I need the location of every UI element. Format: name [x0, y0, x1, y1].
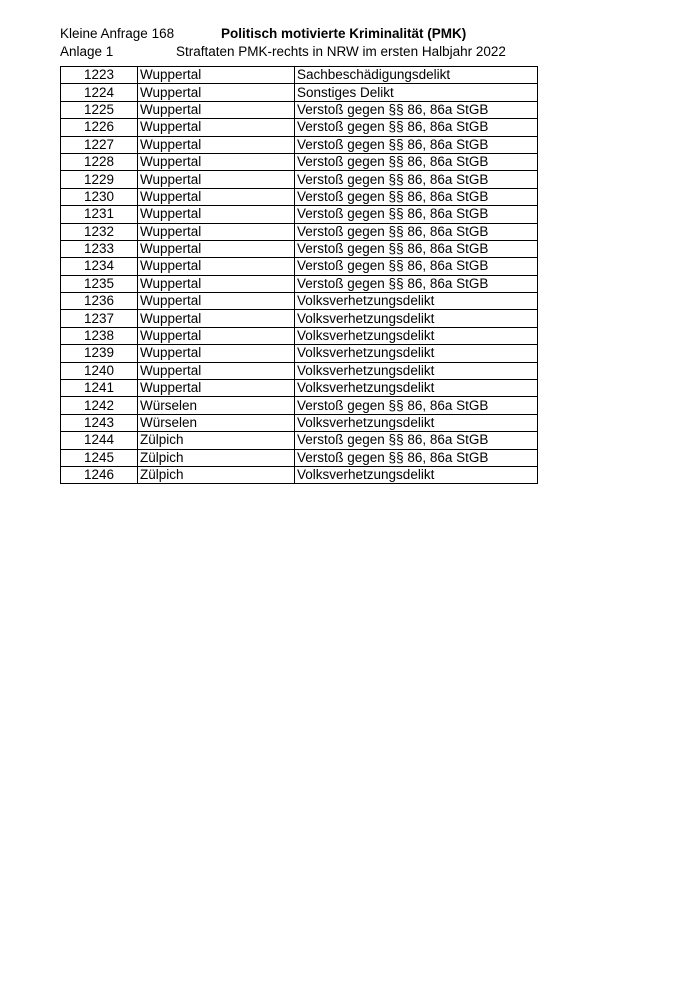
case-number-cell: 1238: [61, 327, 138, 344]
table-row: [61, 84, 538, 101]
case-number-cell: 1231: [61, 206, 138, 223]
table-row: [61, 119, 538, 136]
table-row: [61, 362, 538, 379]
case-number-cell: 1225: [61, 101, 138, 118]
case-number-cell: 1246: [61, 466, 138, 483]
case-number-cell: 1237: [61, 310, 138, 327]
city-cell: Wuppertal: [138, 327, 295, 344]
case-number-cell: 1236: [61, 293, 138, 310]
document-subtitle: Straftaten PMK-rechts in NRW im ersten Halbjahr 2022: [176, 44, 506, 59]
offense-cell: Verstoß gegen §§ 86, 86a StGB: [295, 432, 538, 449]
offense-cell: Sonstiges Delikt: [295, 84, 538, 101]
city-cell: Wuppertal: [138, 67, 295, 84]
table-row: [61, 206, 538, 223]
offense-cell: Verstoß gegen §§ 86, 86a StGB: [295, 258, 538, 275]
table-row: [61, 397, 538, 414]
case-number-cell: 1228: [61, 153, 138, 170]
offense-cell: Verstoß gegen §§ 86, 86a StGB: [295, 240, 538, 257]
offense-cell: Verstoß gegen §§ 86, 86a StGB: [295, 119, 538, 136]
case-number-cell: 1226: [61, 119, 138, 136]
table-row: [61, 293, 538, 310]
city-cell: Wuppertal: [138, 223, 295, 240]
table-row: [61, 449, 538, 466]
table-row: [61, 414, 538, 431]
offense-cell: Verstoß gegen §§ 86, 86a StGB: [295, 188, 538, 205]
city-cell: Wuppertal: [138, 240, 295, 257]
document-title: Politisch motivierte Kriminalität (PMK): [221, 26, 467, 41]
city-cell: Wuppertal: [138, 258, 295, 275]
city-cell: Wuppertal: [138, 188, 295, 205]
table-row: [61, 380, 538, 397]
case-number-cell: 1229: [61, 171, 138, 188]
city-cell: Wuppertal: [138, 136, 295, 153]
city-cell: Wuppertal: [138, 153, 295, 170]
city-cell: Wuppertal: [138, 275, 295, 292]
table-row: [61, 258, 538, 275]
city-cell: Wuppertal: [138, 84, 295, 101]
offense-cell: Volksverhetzungsdelikt: [295, 414, 538, 431]
case-number-cell: 1227: [61, 136, 138, 153]
case-number-cell: 1233: [61, 240, 138, 257]
table-row: [61, 466, 538, 483]
case-number-cell: 1241: [61, 380, 138, 397]
table-row: [61, 223, 538, 240]
city-cell: Wuppertal: [138, 171, 295, 188]
table-row: [61, 327, 538, 344]
city-cell: Wuppertal: [138, 380, 295, 397]
table-row: [61, 153, 538, 170]
offense-cell: Verstoß gegen §§ 86, 86a StGB: [295, 101, 538, 118]
city-cell: Wuppertal: [138, 293, 295, 310]
offense-cell: Volksverhetzungsdelikt: [295, 380, 538, 397]
case-number-cell: 1245: [61, 449, 138, 466]
table-row: [61, 275, 538, 292]
offense-cell: Verstoß gegen §§ 86, 86a StGB: [295, 449, 538, 466]
case-number-cell: 1232: [61, 223, 138, 240]
case-number-cell: 1239: [61, 345, 138, 362]
table-row: [61, 101, 538, 118]
city-cell: Wuppertal: [138, 119, 295, 136]
case-number-cell: 1234: [61, 258, 138, 275]
offense-cell: Verstoß gegen §§ 86, 86a StGB: [295, 153, 538, 170]
city-cell: Wuppertal: [138, 101, 295, 118]
city-cell: Wuppertal: [138, 362, 295, 379]
city-cell: Wuppertal: [138, 206, 295, 223]
offense-cell: Volksverhetzungsdelikt: [295, 466, 538, 483]
city-cell: Würselen: [138, 397, 295, 414]
offense-cell: Volksverhetzungsdelikt: [295, 362, 538, 379]
case-number-cell: 1243: [61, 414, 138, 431]
offense-cell: Volksverhetzungsdelikt: [295, 293, 538, 310]
query-label: Kleine Anfrage 168: [60, 26, 175, 41]
offense-cell: Verstoß gegen §§ 86, 86a StGB: [295, 397, 538, 414]
case-number-cell: 1223: [61, 67, 138, 84]
case-number-cell: 1240: [61, 362, 138, 379]
case-number-cell: 1244: [61, 432, 138, 449]
offense-cell: Verstoß gegen §§ 86, 86a StGB: [295, 171, 538, 188]
case-number-cell: 1235: [61, 275, 138, 292]
case-number-cell: 1224: [61, 84, 138, 101]
table-row: [61, 240, 538, 257]
table-row: [61, 345, 538, 362]
offense-cell: Verstoß gegen §§ 86, 86a StGB: [295, 275, 538, 292]
case-number-cell: 1230: [61, 188, 138, 205]
offense-cell: Volksverhetzungsdelikt: [295, 310, 538, 327]
city-cell: Würselen: [138, 414, 295, 431]
city-cell: Wuppertal: [138, 345, 295, 362]
offense-cell: Volksverhetzungsdelikt: [295, 327, 538, 344]
offense-table: [60, 66, 538, 484]
case-number-cell: 1242: [61, 397, 138, 414]
table-row: [61, 310, 538, 327]
city-cell: Zülpich: [138, 449, 295, 466]
table-row: [61, 432, 538, 449]
offense-cell: Volksverhetzungsdelikt: [295, 345, 538, 362]
offense-table-body: [61, 67, 538, 484]
table-row: [61, 188, 538, 205]
city-cell: Zülpich: [138, 432, 295, 449]
offense-cell: Sachbeschädigungsdelikt: [295, 67, 538, 84]
offense-cell: Verstoß gegen §§ 86, 86a StGB: [295, 223, 538, 240]
offense-cell: Verstoß gegen §§ 86, 86a StGB: [295, 136, 538, 153]
annex-label: Anlage 1: [60, 44, 114, 59]
city-cell: Zülpich: [138, 466, 295, 483]
table-row: [61, 136, 538, 153]
offense-cell: Verstoß gegen §§ 86, 86a StGB: [295, 206, 538, 223]
city-cell: Wuppertal: [138, 310, 295, 327]
table-row: [61, 171, 538, 188]
table-row: [61, 67, 538, 84]
